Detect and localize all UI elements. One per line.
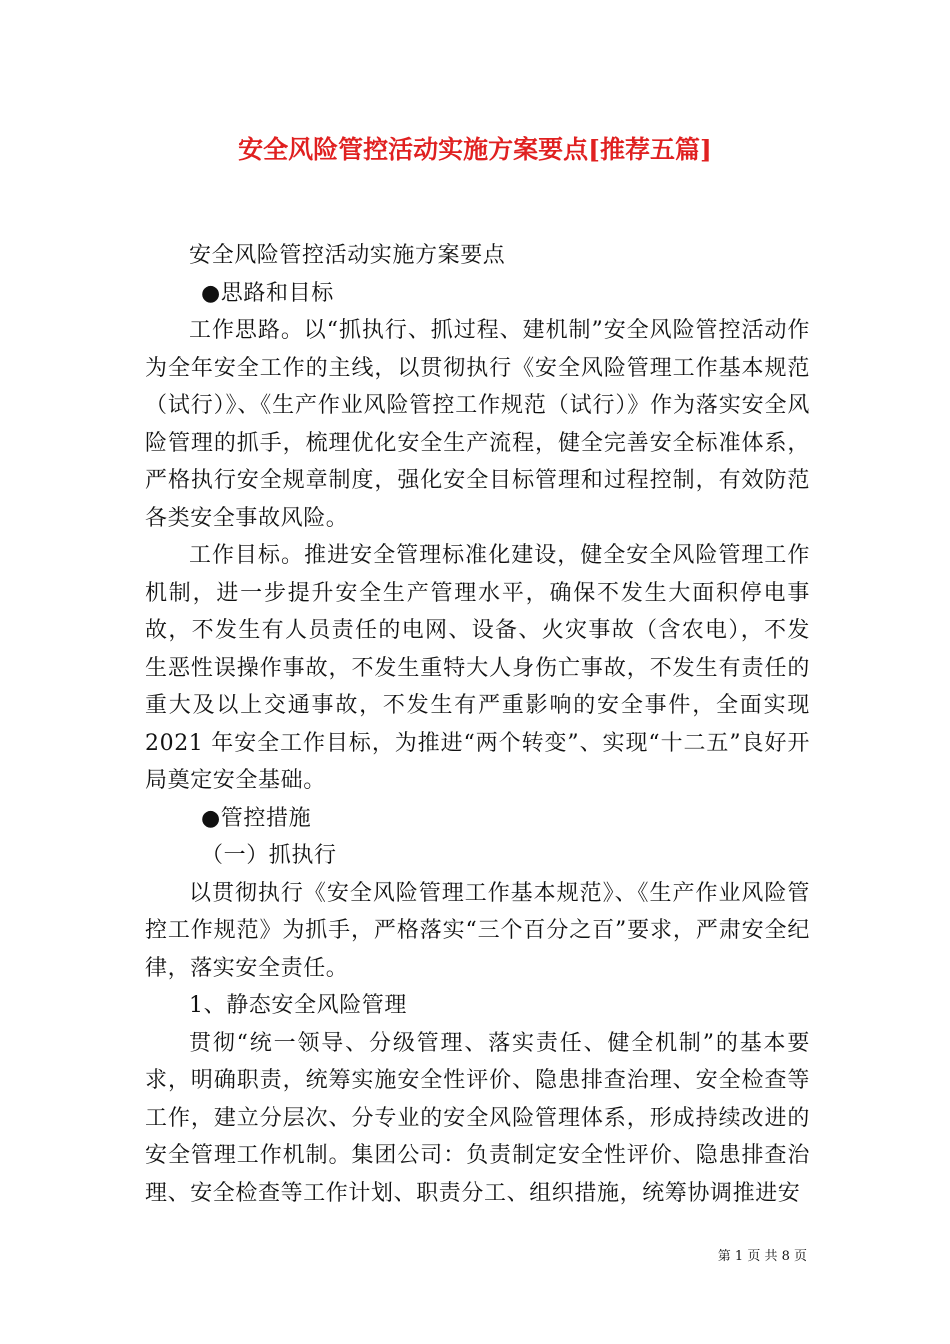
document-subtitle: 安全风险管控活动实施方案要点 xyxy=(189,243,506,268)
work-goal-paragraph: 工作目标。推进安全管理标准化建设，健全安全风险管理工作机制，进一步提升安全生产管理水平，确保不发生大面积停电事故，不发生有人员责任的电网、设备、火灾事故（含农电），不发生恶性误操作事故，不发生重特大人身伤亡事故，不发生有责任的重大及以上交通事故，不发生有严重影响的安全事件，全面实现 2021 年安全工作目标，为推进“两个转变”、实现“十二五”良好开局奠定安全基础。 xyxy=(145,543,810,793)
measures-heading: ●管控措施 xyxy=(201,805,312,831)
work-idea-paragraph: 工作思路。以“抓执行、抓过程、建机制”安全风险管控活动作为全年安全工作的主线，以贯彻执行《安全风险管理工作基本规范（试行）》、《生产作业风险管控工作规范（试行）》作为落实安全风险管理的抓手，梳理优化安全生产流程，健全完善安全标准体系，严格执行安全规章制度，强化安全目标管理和过程控制，有效防范各类安全事故风险。 xyxy=(145,318,810,531)
execution-heading: （一）抓执行 xyxy=(201,843,337,868)
page-number: 第 1 页 共 8 页 xyxy=(717,1249,807,1264)
document-body xyxy=(145,237,810,1212)
execution-paragraph: 以贯彻执行《安全风险管理工作基本规范》、《生产作业风险管控工作规范》为抓手，严格落实“三个百分之百”要求，严肃安全纪律，落实安全责任。 xyxy=(145,880,810,981)
static-risk-paragraph: 贯彻“统一领导、分级管理、落实责任、健全机制”的基本要求，明确职责，统筹实施安全性评价、隐患排查治理、安全检查等工作，建立分层次、分专业的安全风险管理体系，形成持续改进的安全管理工作机制。集团公司：负责制定安全性评价、隐患排查治理、安全检查等工作计划、职责分工、组织措施，统筹协调推进安 xyxy=(145,1030,810,1206)
goals-heading: ●思路和目标 xyxy=(201,280,334,306)
static-risk-heading: 1、静态安全风险管理 xyxy=(189,993,407,1018)
page-title: 安全风险管控活动实施方案要点[推荐五篇] xyxy=(238,135,712,164)
